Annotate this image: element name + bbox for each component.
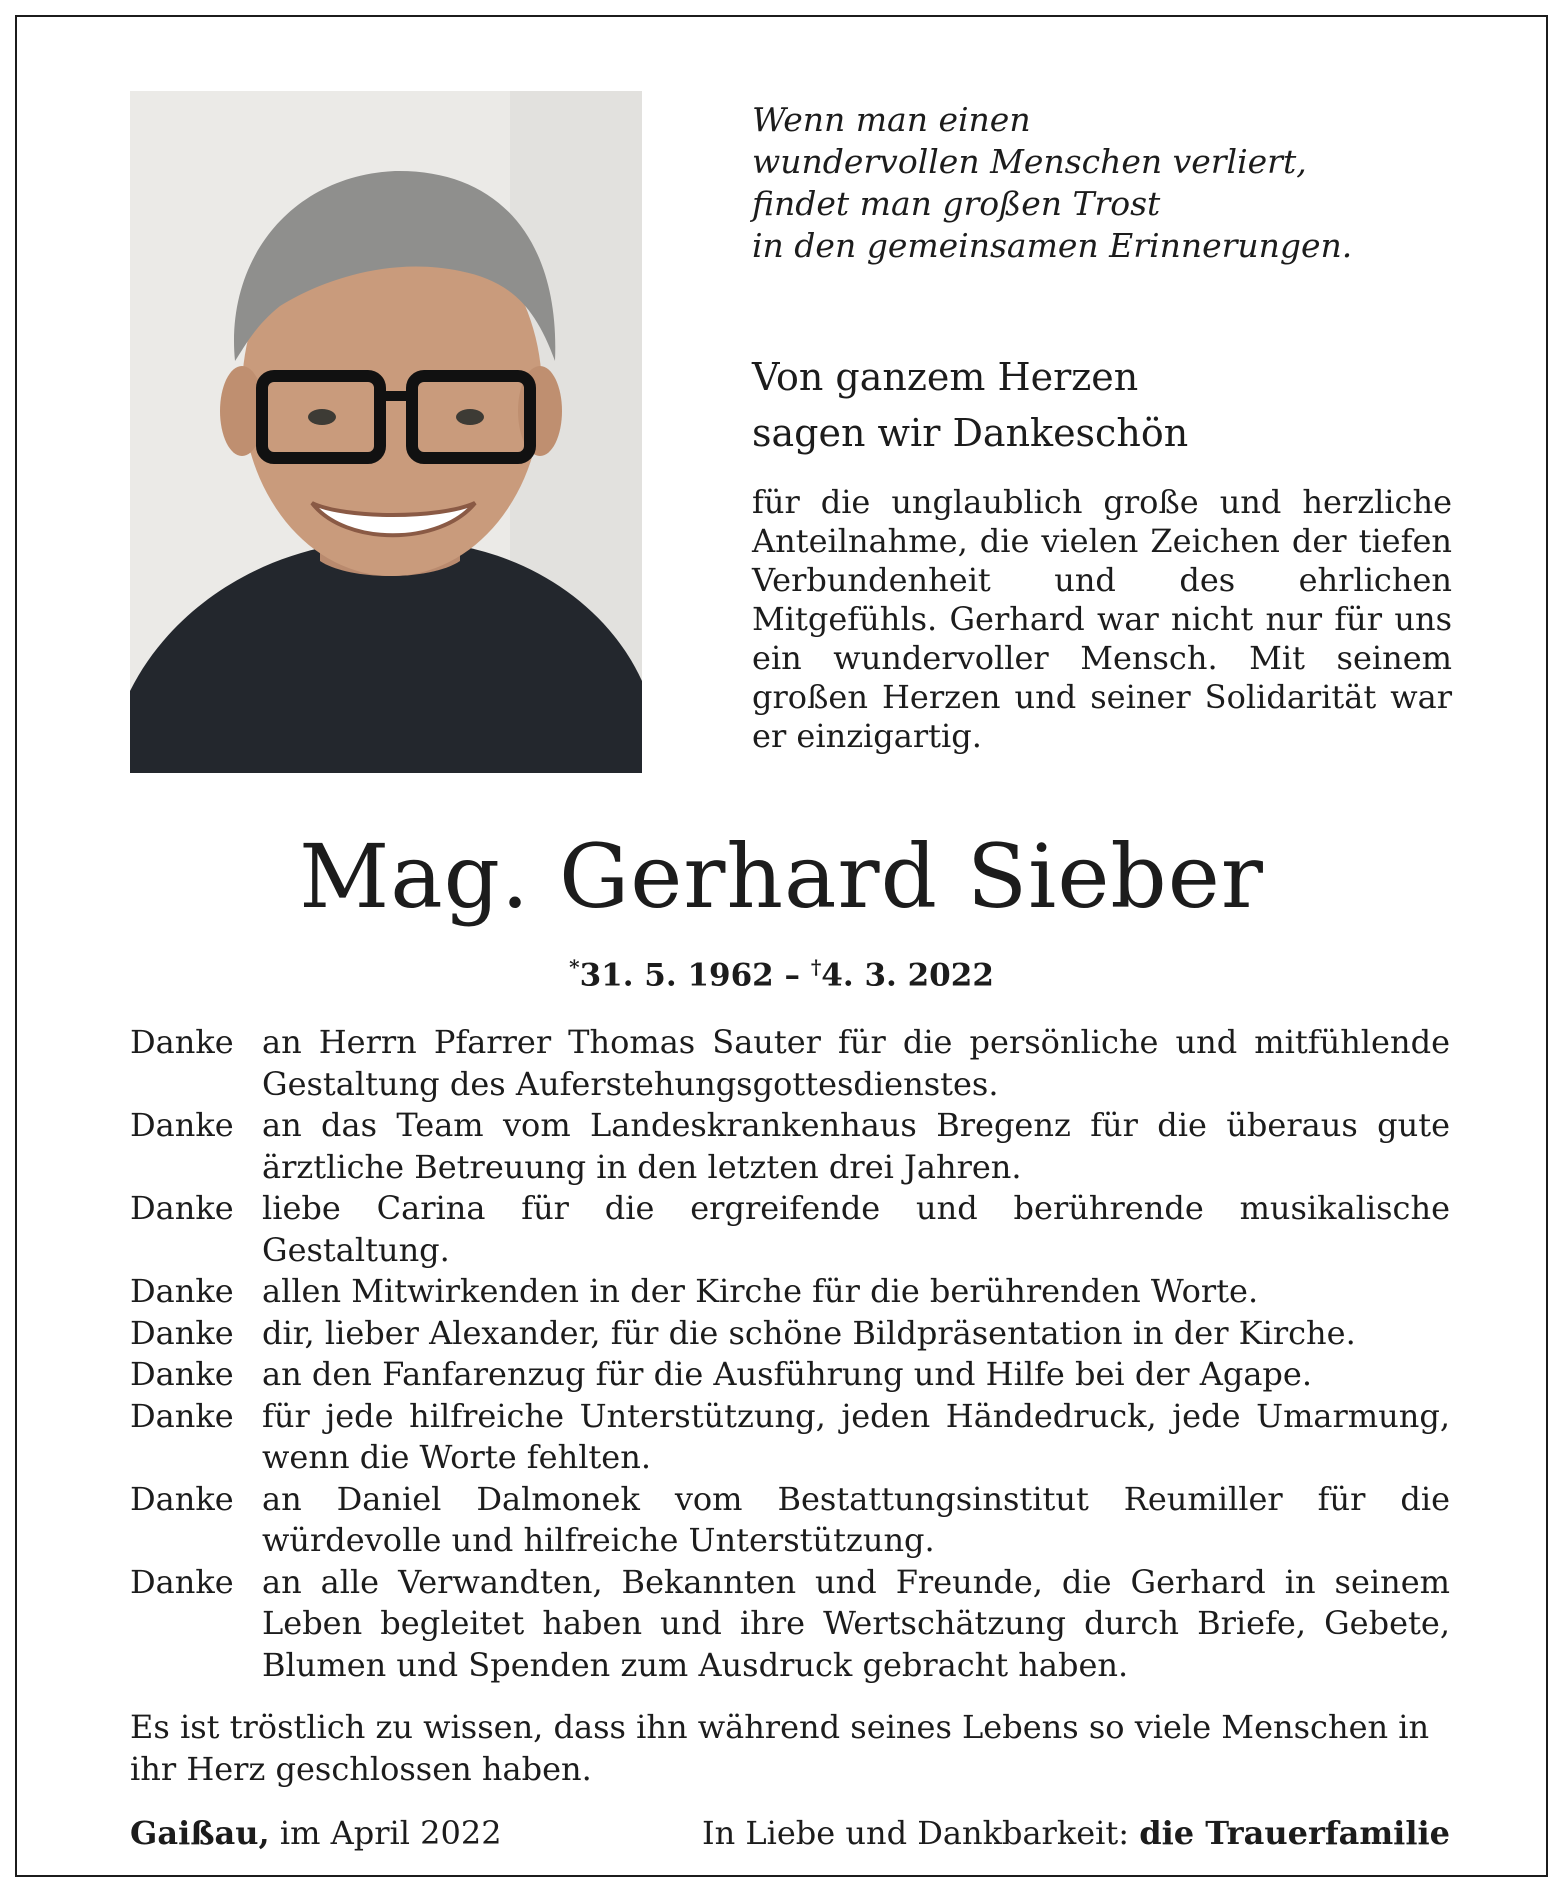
- danke-label: Danke: [130, 1562, 234, 1601]
- danke-label: Danke: [130, 1023, 234, 1061]
- danke-text: an alle Verwandten, Bekannten und Freunde, die Gerhard in seinem Leben begleitet haben und ihre Wertschätzung durch Briefe, Gebete, Blumen und Spenden zum Ausdruck gebracht haben.: [262, 1562, 1450, 1684]
- danke-label: Danke: [130, 1396, 234, 1435]
- danke-label: Danke: [130, 1355, 234, 1393]
- quote-line: in den gemeinsamen Erinnerungen.: [752, 226, 1353, 265]
- danke-label: Danke: [130, 1313, 234, 1352]
- danke-item: [130, 1022, 1450, 1105]
- danke-text: an Herrn Pfarrer Thomas Sauter für die persönliche und mitfühlende Gestaltung des Auferstehungsgottesdienstes.: [262, 1023, 1450, 1103]
- danke-item: [130, 1313, 1450, 1355]
- danke-label: Danke: [130, 1106, 234, 1144]
- death-symbol: †: [810, 955, 822, 979]
- danke-text: an das Team vom Landeskrankenhaus Bregenz für die überaus gute ärztliche Betreuung in den letzten drei Jahren.: [262, 1106, 1450, 1186]
- danke-text: für jede hilfreiche Unterstützung, jeden Händedruck, jede Umarmung, wenn die Worte fehlten.: [262, 1396, 1450, 1476]
- danke-item: [130, 1105, 1450, 1188]
- quote-line: Wenn man einen: [752, 100, 1031, 139]
- signoff-prefix: In Liebe und Dankbarkeit:: [701, 1814, 1140, 1852]
- life-dates: [17, 947, 1546, 995]
- danke-item: [130, 1479, 1450, 1562]
- death-date: 4. 3. 2022: [821, 957, 994, 994]
- thanks-heading-line: sagen wir Dankeschön: [752, 411, 1189, 455]
- date-separator: –: [773, 957, 811, 994]
- danke-text: dir, lieber Alexander, für die schöne Bildpräsentation in der Kirche.: [262, 1313, 1356, 1352]
- danke-text: liebe Carina für die ergreifende und berührende musikalische Gestaltung.: [262, 1189, 1450, 1269]
- thanks-heading-line: Von ganzem Herzen: [752, 355, 1139, 399]
- place-name: Gaißau,: [130, 1814, 270, 1852]
- danke-item: [130, 1271, 1450, 1313]
- danke-item: [130, 1188, 1450, 1271]
- signoff-family: die Trauerfamilie: [1139, 1814, 1450, 1852]
- signature-footer: [130, 1813, 1450, 1853]
- portrait-illustration: [130, 91, 642, 773]
- deceased-name: Mag. Gerhard Sieber: [299, 825, 1264, 928]
- birth-symbol: *: [569, 955, 580, 979]
- thanks-heading: [752, 349, 1472, 461]
- quote-line: wundervollen Menschen verliert,: [752, 142, 1307, 181]
- danke-list: [130, 1022, 1450, 1686]
- portrait-photo: [130, 91, 642, 773]
- danke-label: Danke: [130, 1272, 234, 1310]
- intro-paragraph: für die unglaublich große und herzliche Anteilnahme, die vielen Zeichen der tiefen Verbundenheit und des ehrlichen Mitgefühls. Gerhard war nicht nur für uns ein wundervoller Mensch. Mit seinem großen Herzen und seiner Solidarität war er einzigartig.: [752, 483, 1452, 755]
- danke-item: [130, 1562, 1450, 1687]
- obituary-notice: [15, 15, 1548, 1877]
- danke-text: allen Mitwirkenden in der Kirche für die berührenden Worte.: [262, 1272, 1259, 1310]
- danke-item: [130, 1354, 1450, 1396]
- quote-line: findet man großen Trost: [752, 184, 1161, 223]
- danke-text: an Daniel Dalmonek vom Bestattungsinstitut Reumiller für die würdevolle und hilfreiche Unterstützung.: [262, 1479, 1450, 1559]
- place-date: [130, 1813, 502, 1853]
- birth-date: 31. 5. 1962: [579, 957, 774, 994]
- danke-item: [130, 1396, 1450, 1479]
- danke-label: Danke: [130, 1189, 234, 1227]
- closing-paragraph: Es ist tröstlich zu wissen, dass ihn während seines Lebens so viele Menschen in ihr Herz geschlossen haben.: [130, 1708, 1430, 1788]
- notice-date: im April 2022: [269, 1814, 502, 1852]
- memorial-quote: [752, 99, 1472, 267]
- danke-text: an den Fanfarenzug für die Ausführung und Hilfe bei der Agape.: [262, 1355, 1312, 1393]
- danke-label: Danke: [130, 1479, 234, 1518]
- signoff: [702, 1813, 1450, 1853]
